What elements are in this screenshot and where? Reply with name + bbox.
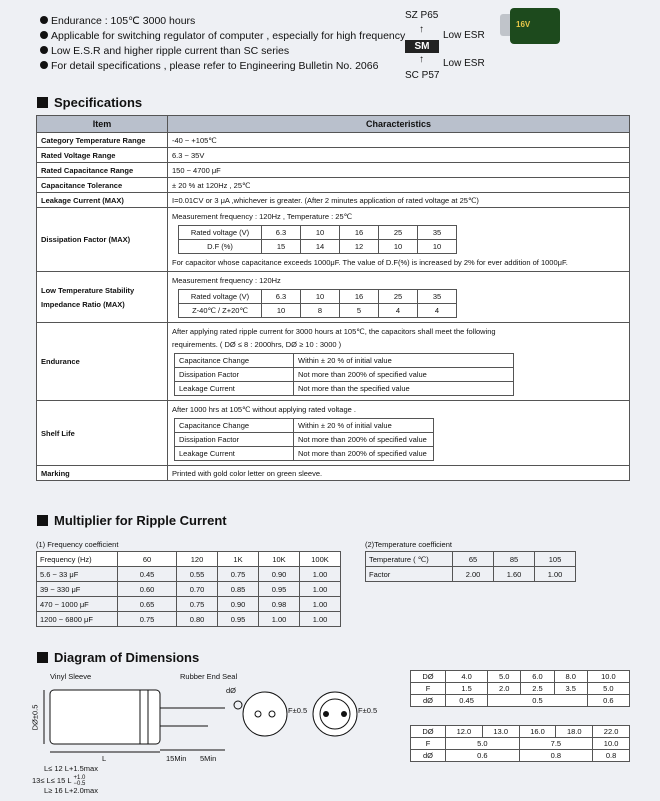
cell: DØ	[411, 726, 446, 738]
cell: 6.0	[521, 671, 554, 683]
table-row	[175, 368, 514, 382]
body-diameter-label: DØ±0.5	[30, 704, 40, 731]
square-bullet-icon	[37, 515, 48, 526]
cell: 5.0	[587, 683, 629, 695]
cell: 0.6	[446, 750, 520, 762]
capacitor-top	[500, 14, 510, 36]
cell: DØ	[411, 671, 446, 683]
cell: 0.75	[218, 567, 259, 582]
table-row	[175, 419, 434, 433]
lead-15min-label: 15Min	[166, 754, 187, 763]
cell: 0.75	[118, 612, 177, 627]
endurance-table	[174, 353, 514, 396]
row-value: I=0.01CV or 3 μA ,whichever is greater. (After 2 minutes application of rated voltage at 25℃)	[168, 193, 630, 208]
length-label: L	[102, 754, 107, 763]
cell: 35	[418, 226, 457, 240]
table-row	[37, 582, 341, 597]
row-label-line: Low Temperature Stability	[41, 285, 135, 295]
lead-spacing-label: F±0.5	[288, 706, 308, 715]
cell: 8	[301, 304, 340, 318]
capacitor-image	[510, 8, 560, 44]
cell: F	[411, 683, 446, 695]
table-row	[37, 133, 630, 148]
cell: 0.75	[177, 597, 218, 612]
table-row	[37, 148, 630, 163]
table-row	[37, 612, 341, 627]
cell: 0.90	[218, 597, 259, 612]
row-label-line: Impedance Ratio (MAX)	[41, 299, 125, 309]
cell: 39 ~ 330 μF	[37, 582, 118, 597]
col-header-characteristics: Characteristics	[168, 116, 630, 133]
row-value: ± 20 % at 120Hz , 25℃	[168, 178, 630, 193]
cell: 0.80	[177, 612, 218, 627]
cell: 35	[418, 290, 457, 304]
cell: 0.8	[593, 750, 630, 762]
cell: 6.3	[262, 290, 301, 304]
bullet-icon	[40, 61, 48, 69]
cell: 0.98	[259, 597, 300, 612]
row-value: 150 ~ 4700 μF	[168, 163, 630, 178]
cell: 6.3	[262, 226, 301, 240]
series-bottom-desc: Low ESR	[443, 58, 485, 69]
cell: Temperature ( ℃)	[366, 552, 453, 567]
series-top: SZ P65	[405, 10, 439, 21]
cell: 1K	[218, 552, 259, 567]
cell: 25	[379, 226, 418, 240]
row-value	[168, 323, 630, 401]
table-header-row	[37, 552, 341, 567]
cell: 1.00	[300, 597, 341, 612]
row-label: Capacitance Tolerance	[37, 178, 168, 193]
row-label: Category Temperature Range	[37, 133, 168, 148]
table-row	[37, 193, 630, 208]
table-row	[37, 208, 630, 272]
cell: 12	[340, 240, 379, 254]
cell: 3.5	[554, 683, 587, 695]
cell: 1.60	[494, 567, 535, 582]
cell: Capacitance Change	[175, 354, 294, 368]
cell: 2.0	[488, 683, 521, 695]
cell: Frequency (Hz)	[37, 552, 118, 567]
cell: 0.45	[118, 567, 177, 582]
dimension-table-2	[410, 725, 630, 762]
cell: 0.65	[118, 597, 177, 612]
table-header-row	[37, 116, 630, 133]
square-bullet-icon	[37, 97, 48, 108]
cell: Z-40℃ / Z+20℃	[179, 304, 262, 318]
cell: 0.95	[218, 612, 259, 627]
cell: Rated voltage (V)	[179, 226, 262, 240]
cell: 0.5	[488, 695, 588, 707]
row-label: Rated Capacitance Range	[37, 163, 168, 178]
bullet-icon	[40, 16, 48, 24]
table-row	[175, 447, 434, 461]
cell: D.F (%)	[179, 240, 262, 254]
cell: Not more than 200% of specified value	[294, 433, 434, 447]
cell: 10	[301, 290, 340, 304]
row-label	[37, 272, 168, 323]
cell: 22.0	[593, 726, 630, 738]
cell: 1.00	[535, 567, 576, 582]
cell: 14	[301, 240, 340, 254]
row-value: Printed with gold color letter on green sleeve.	[168, 466, 630, 481]
cell: 10	[379, 240, 418, 254]
cell: 0.55	[177, 567, 218, 582]
cell: 16.0	[519, 726, 556, 738]
bullet-icon	[40, 46, 48, 54]
feature-item: Low E.S.R and higher ripple current than SC series	[40, 44, 405, 59]
table-row	[179, 240, 457, 254]
shelf-table	[174, 418, 434, 461]
table-caption: (1) Frequency coefficient	[36, 540, 119, 549]
table-row	[179, 304, 457, 318]
cell: 0.60	[118, 582, 177, 597]
rubber-seal-label: Rubber End Seal	[180, 672, 238, 681]
table-row	[366, 567, 576, 582]
cell: 10.0	[593, 738, 630, 750]
cell: Dissipation Factor	[175, 433, 294, 447]
series-center-badge: SM	[405, 40, 439, 53]
col-header-item: Item	[37, 116, 168, 133]
cell: 105	[535, 552, 576, 567]
impedance-table	[178, 289, 457, 318]
frequency-coefficient	[36, 540, 341, 627]
table-row	[411, 726, 630, 738]
row-label: Shelf Life	[37, 401, 168, 466]
cell: 5.0	[446, 738, 520, 750]
series-top-desc: Low ESR	[443, 30, 485, 41]
cell: 4.0	[446, 671, 488, 683]
section-heading: Diagram of Dimensions	[37, 650, 199, 665]
table-row	[411, 683, 630, 695]
capacitor-marking: 16V	[516, 20, 531, 29]
cell: 0.95	[259, 582, 300, 597]
table-row	[175, 354, 514, 368]
table-caption: (2)Temperature coefficient	[365, 540, 452, 549]
cell: 25	[379, 290, 418, 304]
shelf-text: After 1000 hrs at 105℃ without applying rated voltage .	[172, 405, 356, 414]
table-row	[37, 567, 341, 582]
cell: dØ	[411, 750, 446, 762]
cell: Not more than 200% of specified value	[294, 368, 514, 382]
cell: 13.0	[482, 726, 519, 738]
vinyl-sleeve-label: Vinyl Sleeve	[50, 672, 92, 681]
temperature-coefficient	[365, 540, 576, 582]
table-row	[179, 290, 457, 304]
cell: 10	[301, 226, 340, 240]
row-label: Endurance	[37, 323, 168, 401]
table-row	[411, 695, 630, 707]
cell: 0.70	[177, 582, 218, 597]
cell: 0.8	[519, 750, 593, 762]
cell: 4	[379, 304, 418, 318]
cell: Leakage Current	[175, 447, 294, 461]
cell: 10	[262, 304, 301, 318]
cell: 7.5	[519, 738, 593, 750]
row-label: Marking	[37, 466, 168, 481]
cell: Within ± 20 % of initial value	[294, 419, 434, 433]
cell: 2.5	[521, 683, 554, 695]
table-row	[37, 323, 630, 401]
endurance-text: After applying rated ripple current for 3000 hours at 105℃, the capacitors shall meet the following	[172, 327, 496, 336]
measure-text: Measurement frequency : 120Hz , Temperature : 25℃	[172, 212, 353, 221]
cell: Capacitance Change	[175, 419, 294, 433]
series-bottom: SC P57	[405, 70, 440, 81]
cell: Dissipation Factor	[175, 368, 294, 382]
square-bullet-icon	[37, 652, 48, 663]
cell: 1.5	[446, 683, 488, 695]
arrow-up-icon: ↑	[419, 24, 424, 35]
lead-diameter-label: dØ	[226, 686, 237, 695]
cell: 85	[494, 552, 535, 567]
row-label: Leakage Current (MAX)	[37, 193, 168, 208]
table-row	[175, 433, 434, 447]
lead-5min-label: 5Min	[200, 754, 217, 763]
row-value	[168, 272, 630, 323]
table-header-row	[366, 552, 576, 567]
table-row	[411, 738, 630, 750]
cell: 1.00	[300, 582, 341, 597]
cell: Not more than the specified value	[294, 382, 514, 396]
table-row	[37, 401, 630, 466]
cell: 10.0	[587, 671, 629, 683]
length-tolerance-3: L≥ 16 L+2.0max	[44, 786, 98, 795]
feature-item: For detail specifications , please refer to Engineering Bulletin No. 2066	[40, 59, 405, 74]
table-row	[175, 382, 514, 396]
cell: 5	[340, 304, 379, 318]
specifications-table	[36, 115, 630, 481]
length-tolerance-2: 13≤ L≤ 15 L +1.0 −0.5	[32, 775, 86, 787]
bullet-icon	[40, 31, 48, 39]
length-tolerance-1: L≤ 12 L+1.5max	[44, 764, 98, 773]
section-heading: Specifications	[37, 95, 142, 110]
cell: 0.90	[259, 567, 300, 582]
cell: 470 ~ 1000 μF	[37, 597, 118, 612]
cell: Factor	[366, 567, 453, 582]
feature-list	[40, 14, 405, 74]
arrow-up-icon: ↑	[419, 54, 424, 65]
cell: 4	[418, 304, 457, 318]
feature-item: Applicable for switching regulator of computer , especially for high frequency	[40, 29, 405, 44]
table-row	[37, 272, 630, 323]
cell: 5.0	[488, 671, 521, 683]
cell: 8.0	[554, 671, 587, 683]
row-value	[168, 401, 630, 466]
cell: 0.6	[587, 695, 629, 707]
table-row	[411, 671, 630, 683]
row-label: Rated Voltage Range	[37, 148, 168, 163]
cell: 12.0	[446, 726, 483, 738]
cell: 1200 ~ 6800 μF	[37, 612, 118, 627]
row-value: 6.3 ~ 35V	[168, 148, 630, 163]
cell: 1.00	[259, 612, 300, 627]
cell: 10	[418, 240, 457, 254]
cell: 0.85	[218, 582, 259, 597]
table-row	[37, 163, 630, 178]
section-heading: Multiplier for Ripple Current	[37, 513, 227, 528]
temperature-table	[365, 551, 576, 582]
df-note: For capacitor whose capacitance exceeds 1000μF. The value of D.F(%) is increased by 2% for ever addition of 1000μF.	[172, 258, 568, 267]
row-value	[168, 208, 630, 272]
cell: F	[411, 738, 446, 750]
cell: 16	[340, 290, 379, 304]
endurance-text: requirements. ( DØ ≤ 8 : 2000hrs, DØ ≥ 10 : 3000 )	[172, 340, 342, 349]
cell: 16	[340, 226, 379, 240]
cell: 2.00	[453, 567, 494, 582]
cell: 120	[177, 552, 218, 567]
table-row	[179, 226, 457, 240]
cell: 65	[453, 552, 494, 567]
cell: Leakage Current	[175, 382, 294, 396]
table-row	[411, 750, 630, 762]
table-row	[37, 466, 630, 481]
cell: 15	[262, 240, 301, 254]
frequency-table	[36, 551, 341, 627]
row-value: -40 ~ +105℃	[168, 133, 630, 148]
cell: 60	[118, 552, 177, 567]
lead-spacing-label-2: F±0.5	[358, 706, 378, 715]
cell: 100K	[300, 552, 341, 567]
row-label: Dissipation Factor (MAX)	[37, 208, 168, 272]
table-row	[37, 178, 630, 193]
cell: 10K	[259, 552, 300, 567]
feature-item: Endurance : 105℃ 3000 hours	[40, 14, 405, 29]
measure-text: Measurement frequency : 120Hz	[172, 276, 281, 285]
cell: dØ	[411, 695, 446, 707]
cell: Within ± 20 % of initial value	[294, 354, 514, 368]
dimension-diagram	[30, 668, 390, 798]
dimension-table-1	[410, 670, 630, 707]
cell: 5.6 ~ 33 μF	[37, 567, 118, 582]
cell: 18.0	[556, 726, 593, 738]
cell: 1.00	[300, 612, 341, 627]
cell: 1.00	[300, 567, 341, 582]
cell: Rated voltage (V)	[179, 290, 262, 304]
table-row	[37, 597, 341, 612]
df-table	[178, 225, 457, 254]
cell: 0.45	[446, 695, 488, 707]
series-diagram	[403, 10, 503, 82]
cell: Not more than 200% of specified value	[294, 447, 434, 461]
